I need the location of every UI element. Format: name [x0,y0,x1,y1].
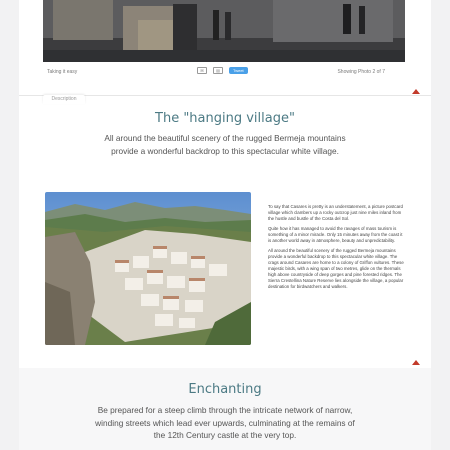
photo-counter: Showing Photo 2 of 7 [337,69,385,75]
article-paragraph: Quite how it has managed to avoid the ravages of mass tourism is something of a minor miracle. Only 15 minutes away from the coast it is another world away in atmosphere, beauty and unpredictability. [268,226,403,243]
section-lead: All around the beautiful scenery of the rugged Bermeja mountains provide a wonderful backdrop to this spectacular white village. [104,133,346,156]
village-photo[interactable] [45,192,251,345]
section-lead: Be prepared for a steep climb through the intricate network of narrow, winding streets which lead ever upwards, culminating at the remains of the 12th Century castle at the very top. [95,405,355,440]
photo-caption: Taking it easy [47,69,78,75]
article-paragraph: To say that Casares is pretty is an understatement, a picture postcard village which clambers up a rocky outcrop just nine miles inland from the hustle and bustle of the Costa del Sol. [268,204,403,221]
email-icon[interactable]: ▤ [213,67,223,74]
article-body [268,204,405,294]
page-content [19,0,431,450]
tab-description[interactable]: Description [43,95,85,104]
village-photo-image [45,192,251,345]
share-icons [197,67,248,74]
share-icon[interactable]: ✉ [197,67,207,74]
photo-caption-bar [43,66,405,78]
section-title: Enchanting [188,382,262,397]
arrow-up-icon[interactable] [412,89,420,94]
section-title: The "hanging village" [155,111,295,126]
article-paragraph: All around the beautiful scenery of the rugged Bermeja mountains provide a wonderful backdrop to this spectacular white village. The crags around Casares are home to a colony of Griffon vultures. These majestic birds, with a wing span of two metres, glide on the thermals high above countryside of deep gorges and pine forested ridges. The Sierra Crestellina Nature Reserve lies alongside the village, a popular destination for birdwatchers and walkers. [268,248,404,289]
arrow-up-icon[interactable] [412,360,420,365]
tweet-button[interactable]: Tweet [229,67,248,74]
hero-photo[interactable] [43,0,405,62]
hero-photo-image [43,0,405,62]
